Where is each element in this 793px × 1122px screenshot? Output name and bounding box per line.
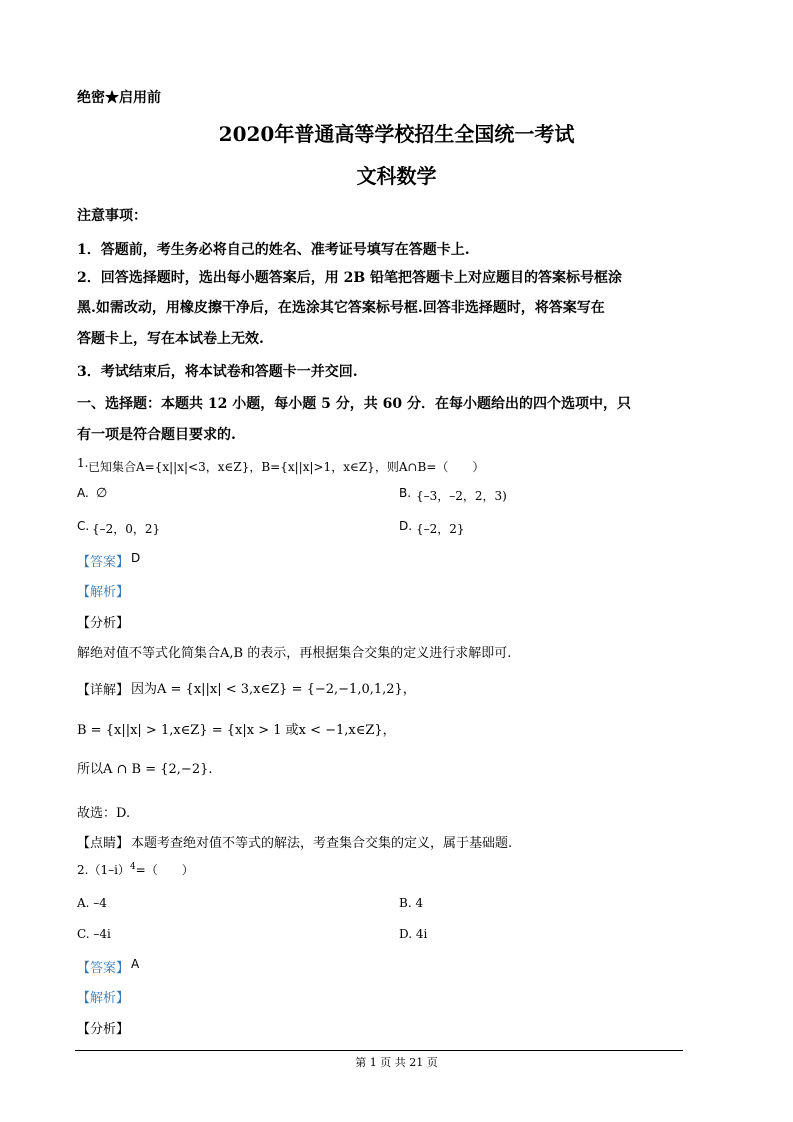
q1-option-b-text: {–3，–2，2，3)	[416, 489, 507, 503]
notes-item-2-line-3: 答题卡上，写在本试卷上无效.	[77, 331, 264, 347]
notes-item-2-line-1: 2．回答选择题时，选出每小题答案后，用 2B 铅笔把答题卡上对应题目的答案标号框涂	[77, 270, 623, 286]
q1-fenxi-tag: 【分析】	[77, 616, 130, 631]
q1-fenxi-text: 解绝对值不等式化简集合A,B 的表示，再根据集合交集的定义进行求解即可.	[77, 646, 512, 661]
q1-option-b-label: B.	[399, 486, 412, 500]
notes-item-1: 1．答题前，考生务必将自己的姓名、准考证号填写在答题卡上.	[77, 242, 470, 258]
page-footer: 第 1 页 共 21 页	[355, 1056, 438, 1069]
q2-number: 2.	[77, 863, 89, 877]
q1-option-a-label: A.	[77, 486, 89, 500]
exam-subtitle: 文科数学	[356, 164, 437, 188]
notes-heading: 注意事项：	[77, 208, 147, 224]
q2-stem-base: （1–i）	[88, 863, 130, 877]
q1-answer-tag: 【答案】	[77, 555, 130, 570]
exam-title: 2020年普通高等学校招生全国统一考试	[218, 122, 575, 146]
q2-analysis-tag: 【解析】	[77, 991, 130, 1006]
q1-answer: D	[131, 551, 141, 565]
q2-option-a: A. –4	[77, 896, 107, 910]
q1-detail-line-1: 因为A = {x||x| < 3,x∈Z} = {−2,−1,0,1,2}，	[131, 682, 416, 697]
notes-item-2-line-2: 黑.如需改动，用橡皮擦干净后，在选涂其它答案标号框.回答非选择题时，将答案写在	[77, 300, 605, 316]
q1-option-c-label: C.	[77, 519, 90, 533]
q1-option-a-text: ∅	[96, 486, 108, 501]
q1-comment: 本题考查绝对值不等式的解法，考查集合交集的定义，属于基础题.	[131, 836, 513, 851]
q1-number: 1.	[77, 456, 89, 470]
q1-detail-line-3: 所以A ∩ B = {2,−2}.	[77, 762, 213, 777]
q1-choose: 故选：D.	[77, 806, 131, 821]
q1-option-c-text: {–2，0，2}	[92, 522, 161, 536]
q2-option-b: B. 4	[399, 896, 424, 910]
q2-answer-tag: 【答案】	[77, 961, 130, 976]
q1-analysis-tag: 【解析】	[77, 585, 130, 600]
q1-stem: 已知集合A={x||x|<3，x∈Z}，B={x||x|>1，x∈Z}，则A∩B=（ ）	[88, 460, 485, 474]
q1-detail-tag: 【详解】	[77, 683, 130, 698]
q1-option-d-label: D.	[399, 519, 413, 533]
q2-fenxi-tag: 【分析】	[77, 1022, 130, 1037]
notes-item-3: 3．考试结束后，将本试卷和答题卡一并交回.	[77, 364, 358, 380]
q2-stem	[77, 861, 194, 878]
footer-divider	[75, 1050, 683, 1051]
q2-option-d: D. 4i	[399, 927, 428, 941]
classification-label: 绝密★启用前	[77, 90, 161, 106]
q2-stem-end: =（ ）	[135, 863, 194, 877]
section-heading-line-2: 有一项是符合题目要求的.	[77, 427, 236, 443]
q2-answer: A	[131, 957, 140, 971]
q1-option-d-text: {–2，2}	[416, 522, 465, 536]
q2-option-c: C. –4i	[77, 927, 111, 941]
q1-detail-line-2: B = {x||x| > 1,x∈Z} = {x|x > 1 或x < −1,x∈Z}，	[77, 723, 396, 738]
section-heading-line-1: 一、选择题：本题共 12 小题，每小题 5 分，共 60 分．在每小题给出的四个选项中，只	[77, 396, 631, 412]
q1-comment-tag: 【点睛】	[77, 836, 130, 851]
q2-stem-exponent: 4	[129, 862, 136, 872]
